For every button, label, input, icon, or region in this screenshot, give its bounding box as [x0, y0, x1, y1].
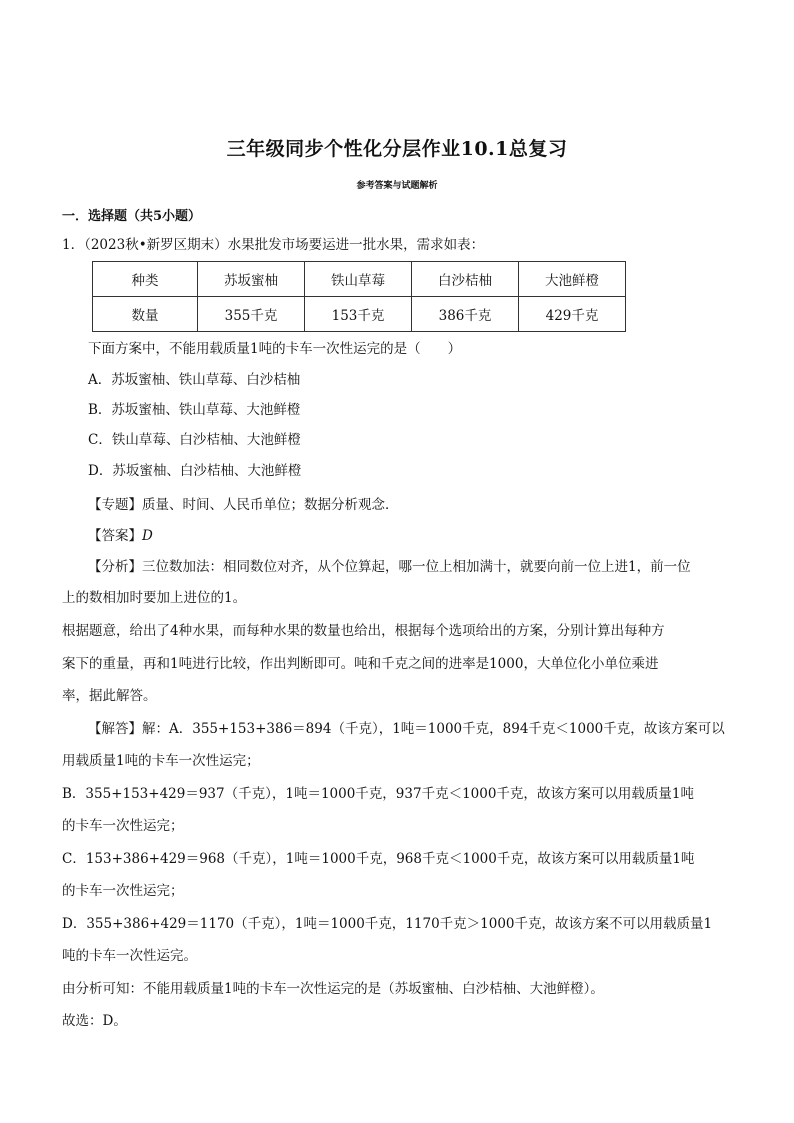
solve-tag: 【解答】: [88, 721, 142, 737]
analysis-line: 【分析】三位数加法：相同数位对齐，从个位算起，哪一位上相加满十，就要向前一位上进1，前一位: [88, 559, 691, 575]
page-subtitle: 参考答案与试题解析: [356, 181, 438, 191]
page-title: 三年级同步个性化分层作业10.1总复习: [226, 138, 568, 160]
solve-line: D．355+386+429＝1170（千克），1吨＝1000千克，1170千克＞1000千克，故该方案不可以用载质量1: [62, 916, 713, 932]
solve-line: 的卡车一次性运完；: [62, 818, 184, 834]
topic-tag: 【专题】: [88, 497, 142, 513]
table-cell: 355千克: [198, 297, 305, 332]
fruit-table: [92, 261, 626, 332]
analysis-tag: 【分析】: [88, 559, 142, 575]
solve-line: 【解答】解：A．355+153+386＝894（千克），1吨＝1000千克，894千克＜1000千克，故该方案可以: [88, 721, 725, 737]
table-cell: 429千克: [519, 297, 626, 332]
analysis-line: 案下的重量，再和1吨进行比较，作出判断即可。吨和千克之间的进率是1000，大单位化小单位乘进: [62, 656, 659, 672]
solve-line: 的卡车一次性运完；: [62, 883, 184, 899]
final-choice-line: 故选：D。: [62, 1013, 127, 1029]
analysis-line: 率，据此解答。: [62, 688, 157, 704]
section-heading: 一．选择题（共5小题）: [62, 209, 202, 224]
solve-line: 吨的卡车一次性运完。: [62, 948, 197, 964]
question-stem: 1．（2023秋•新罗区期末）水果批发市场要运进一批水果，需求如表：: [62, 237, 485, 253]
analysis-line: 上的数相加时要加上进位的1。: [62, 590, 247, 606]
solve-line: B．355+153+429＝937（千克），1吨＝1000千克，937千克＜1000千克，故该方案可以用载质量1吨: [62, 786, 695, 802]
table-row: [93, 297, 626, 332]
answer-line: [88, 527, 153, 545]
option-c: C．铁山草莓、白沙桔柚、大池鲜橙: [88, 432, 301, 448]
table-cell: 白沙桔柚: [412, 262, 519, 297]
table-cell: 386千克: [412, 297, 519, 332]
solve-line: C．153+386+429＝968（千克），1吨＝1000千克，968千克＜1000千克，故该方案可以用载质量1吨: [62, 851, 695, 867]
question-prompt: 下面方案中，不能用载质量1吨的卡车一次性运完的是（ ）: [88, 341, 462, 357]
table-cell: 铁山草莓: [305, 262, 412, 297]
table-cell: 苏坂蜜柚: [198, 262, 305, 297]
answer-text: D: [142, 528, 153, 544]
solve-line: 用载质量1吨的卡车一次性运完；: [62, 753, 260, 769]
table-cell: 大池鲜橙: [519, 262, 626, 297]
conclusion-line: 由分析可知：不能用载质量1吨的卡车一次性运完的是（苏坂蜜柚、白沙桔柚、大池鲜橙）。: [62, 981, 604, 997]
table-cell: 种类: [93, 262, 198, 297]
table-cell: 153千克: [305, 297, 412, 332]
answer-tag: 【答案】: [88, 528, 142, 544]
table-cell: 数量: [93, 297, 198, 332]
topic-text: 质量、时间、人民币单位；数据分析观念．: [142, 497, 399, 513]
table-header-row: [93, 262, 626, 297]
option-a: A．苏坂蜜柚、铁山草莓、白沙桔柚: [88, 372, 301, 388]
analysis-line: 根据题意，给出了4种水果，而每种水果的数量也给出，根据每个选项给出的方案，分别计算出每种方: [62, 623, 665, 639]
option-d: D．苏坂蜜柚、白沙桔柚、大池鲜橙: [88, 463, 302, 479]
topic-line: [88, 496, 399, 514]
option-b: B．苏坂蜜柚、铁山草莓、大池鲜橙: [88, 402, 301, 418]
